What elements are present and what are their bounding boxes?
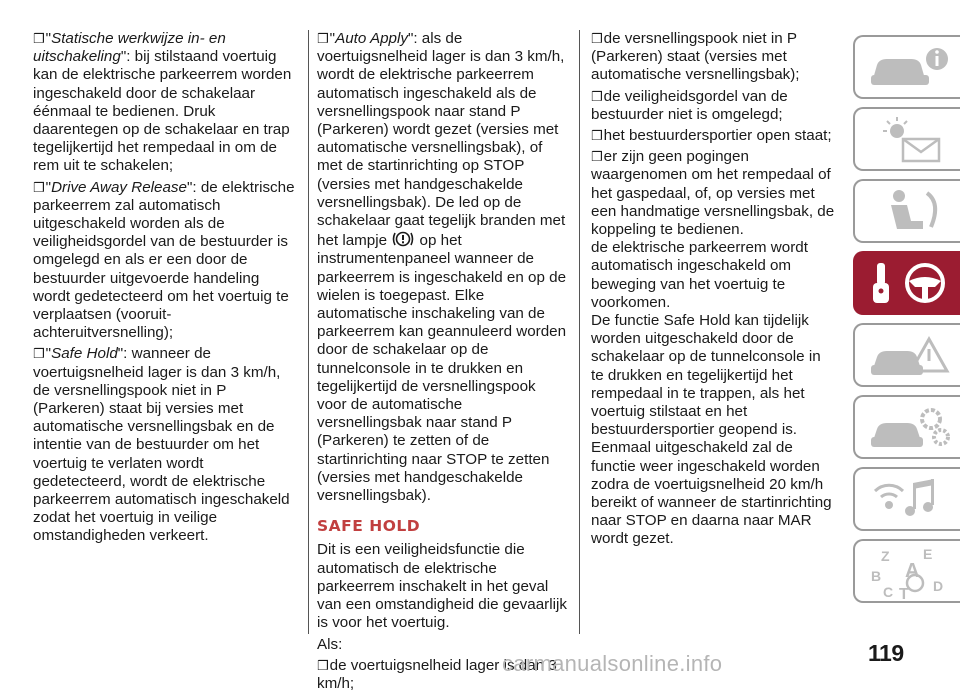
index-letter: C bbox=[883, 584, 894, 599]
index-letter: B bbox=[871, 568, 882, 584]
column-divider bbox=[579, 30, 580, 634]
paragraph: de elektrische parkeerrem wordt automatisch ingeschakeld om beweging van het voertuig te voorkomen. bbox=[591, 239, 808, 311]
term: Drive Away Release bbox=[51, 178, 187, 196]
column-3 bbox=[591, 30, 836, 552]
bullet-drive-away-release: ❒"Drive Away Release": de elektrische parkeerrem zal automatisch uitgeschakeld worden als de veiligheidsgordel van de bestuurder is omgelegd en als er een door de bestuurder uitgevoerde handeling wordt gedetecteerd om het voertuig te verplaatsen (vooruit-achteruitversnelling); bbox=[33, 178, 295, 342]
bullet-seatbelt: ❒de veiligheidsgordel van de bestuurder niet is omgelegd; bbox=[591, 87, 788, 123]
car-gears-icon bbox=[867, 403, 953, 451]
tab-warning-lights[interactable] bbox=[853, 107, 960, 171]
tab-servicing[interactable] bbox=[853, 395, 960, 459]
tab-index[interactable] bbox=[853, 539, 960, 603]
tab-in-an-emergency[interactable] bbox=[853, 323, 960, 387]
checkbox-bullet-icon: ❒ bbox=[317, 31, 329, 46]
checkbox-bullet-icon: ❒ bbox=[317, 657, 329, 673]
checkbox-bullet-icon: ❒ bbox=[591, 31, 603, 46]
checkbox-bullet-icon: ❒ bbox=[591, 149, 603, 165]
warning-lights-envelope-icon bbox=[867, 115, 953, 163]
watermark: carmanualsonline.info bbox=[502, 651, 723, 676]
checkbox-bullet-icon: ❒ bbox=[33, 346, 45, 362]
signal-music-icon bbox=[867, 475, 953, 523]
checkbox-bullet-icon: ❒ bbox=[591, 128, 603, 144]
bullet-auto-apply: ❒"Auto Apply": als de voertuigsnelheid lager is dan 3 km/h, wordt de elektrische parkeerrem automatisch ingeschakeld als de versnellingspook naar stand P (Parkeren) wordt gezet (versies met automatische versnellingsbak), of met de startinrichting op STOP (versies met handgeschakelde versnellingsbak). De led op de schakelaar gaat tegelijk branden met het lampje op het instrumentenpaneel wanneer de parkeerrem is ingeschakeld en op de wielen is toegepast. Elke automatische inschakeling van de parkeerrem kan geannuleerd worden door de schakelaar op de tunnelconsole in te drukken en tegelijkertijd de versnellingspook voor de automatische versnellingsbak naar stand P (Parkeren) te zetten of de startinrichting naar STOP te zetten (versies met handgeschakelde versnellingsbak). bbox=[317, 30, 567, 505]
paragraph: Dit is een veiligheidsfunctie die automatisch de elektrische parkeerrem inschakelt in het geval van een omstandigheid die gevaarlijk is voor het voertuig. bbox=[317, 541, 567, 632]
checkbox-bullet-icon: ❒ bbox=[591, 88, 603, 104]
tab-starting-driving[interactable] bbox=[853, 251, 960, 315]
car-warning-triangle-icon bbox=[867, 331, 953, 379]
chapter-tabs bbox=[853, 35, 960, 611]
column-1 bbox=[33, 30, 298, 549]
index-letter: A bbox=[905, 560, 920, 582]
paragraph: De functie Safe Hold kan tijdelijk worden uitgeschakeld door de schakelaar op de tunnelconsole in te drukken en tegelijkertijd het rempedaal in te trappen, als het voertuig stilstaat en het bestuurdersportier geopend is. Eenmaal uitgeschakeld zal de functie weer ingeschakeld worden zodra de voertuigsnelheid 20 km/h bereikt of wanneer de startinrichting naar STOP en daarna naar MAR wordt gezet. bbox=[591, 312, 832, 548]
checkbox-bullet-icon: ❒ bbox=[33, 179, 45, 195]
index-letter: T bbox=[899, 586, 909, 599]
page-number: 119 bbox=[868, 640, 904, 666]
parking-brake-warning-icon bbox=[391, 230, 415, 248]
column-2 bbox=[317, 30, 567, 696]
term: Auto Apply bbox=[335, 30, 408, 47]
index-letter: Z bbox=[881, 548, 890, 564]
tab-knowing-your-car[interactable] bbox=[853, 35, 960, 99]
section-heading: SAFE HOLD bbox=[317, 517, 421, 536]
key-steering-wheel-icon bbox=[867, 259, 953, 307]
bullet-speed: ❒de voertuigsnelheid lager is dan 3 km/h; bbox=[317, 656, 557, 692]
seated-person-airbag-icon bbox=[867, 187, 953, 235]
tab-safety[interactable] bbox=[853, 179, 960, 243]
bullet-safe-hold: ❒"Safe Hold": wanneer de voertuigsnelheid lager is dan 3 km/h, de versnellingspook niet in P (Parkeren) staat bij versies met automatische versnellingsbak en de intentie van de bestuurder om het voertuig te verlaten wordt gedetecteerd, wordt de elektrische parkeerrem automatisch ingeschakeld zodat het voertuig in veilige omstandigheden verkeert. bbox=[33, 345, 290, 545]
bullet-gear-lever: ❒de versnellingspook niet in P (Parkeren) staat (versies met automatische versnellingsbak); bbox=[591, 30, 800, 84]
alphabet-index-icon bbox=[867, 547, 953, 599]
paragraph: Als: bbox=[317, 635, 343, 653]
checkbox-bullet-icon: ❒ bbox=[33, 31, 45, 46]
car-info-icon bbox=[867, 43, 953, 91]
index-letter: E bbox=[923, 547, 933, 562]
index-letter: D bbox=[933, 578, 944, 594]
column-divider bbox=[308, 30, 309, 634]
term: Statische werkwijze in- en uitschakeling bbox=[33, 30, 226, 66]
tab-multimedia[interactable] bbox=[853, 467, 960, 531]
bullet-pedals: ❒er zijn geen pogingen waargenomen om het rempedaal of het gaspedaal, of, op versies met een handmatige versnellingsbak, de koppeling te bedienen. bbox=[591, 148, 835, 239]
bullet-static-operation: ❒"Statische werkwijze in- en uitschakeling": bij stilstaand voertuig kan de elektrische parkeerrem worden ingeschakeld door de schakelaar éénmaal te bedienen. Druk daarentegen op de schakelaar en trap tegelijkertijd het rempedaal in om de rem uit te schakelen; bbox=[33, 30, 292, 175]
bullet-door-open: ❒het bestuurdersportier open staat; bbox=[591, 127, 832, 145]
term: Safe Hold bbox=[51, 345, 118, 363]
